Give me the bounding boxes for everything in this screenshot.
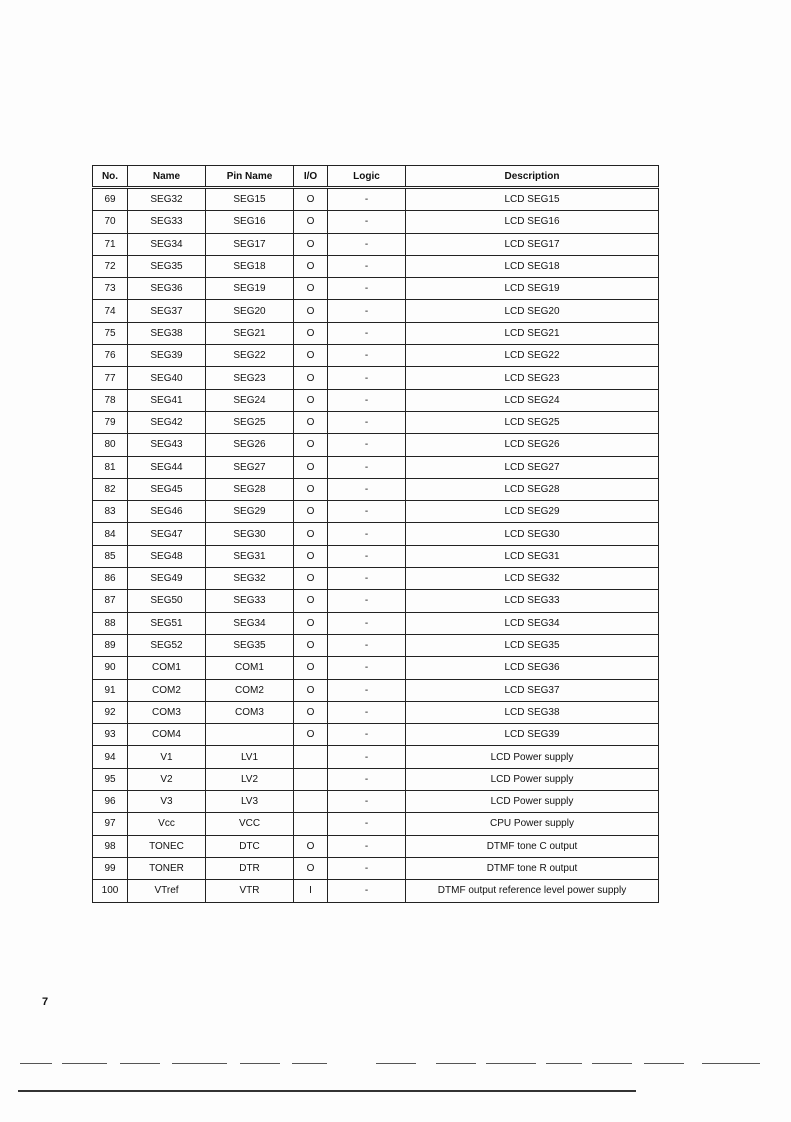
cell-pin-name: SEG29	[206, 501, 294, 523]
table-row	[93, 523, 659, 545]
cell-no: 97	[93, 813, 128, 835]
table-row	[93, 612, 659, 634]
cell-no: 100	[93, 880, 128, 902]
cell-name: V1	[128, 746, 206, 768]
table-row	[93, 857, 659, 879]
cell-description: LCD SEG35	[406, 634, 659, 656]
table-row	[93, 634, 659, 656]
cell-logic: -	[328, 345, 406, 367]
cell-description: LCD SEG15	[406, 188, 659, 211]
cell-description: LCD SEG36	[406, 657, 659, 679]
table-row	[93, 501, 659, 523]
cell-logic: -	[328, 211, 406, 233]
cell-logic: -	[328, 590, 406, 612]
table-row	[93, 768, 659, 790]
divider	[436, 1063, 476, 1064]
cell-pin-name: SEG32	[206, 568, 294, 590]
divider	[592, 1063, 632, 1064]
cell-no: 89	[93, 634, 128, 656]
cell-io: O	[294, 590, 328, 612]
cell-logic: -	[328, 300, 406, 322]
cell-description: LCD SEG39	[406, 724, 659, 746]
page-number: 7	[42, 996, 49, 1008]
cell-pin-name: SEG30	[206, 523, 294, 545]
cell-logic: -	[328, 679, 406, 701]
cell-no: 79	[93, 411, 128, 433]
divider	[172, 1063, 227, 1064]
cell-io: O	[294, 701, 328, 723]
table-row	[93, 367, 659, 389]
cell-pin-name: LV3	[206, 791, 294, 813]
cell-description: LCD SEG26	[406, 434, 659, 456]
cell-description: LCD SEG27	[406, 456, 659, 478]
cell-no: 80	[93, 434, 128, 456]
table-row	[93, 322, 659, 344]
cell-logic: -	[328, 634, 406, 656]
cell-io	[294, 813, 328, 835]
cell-no: 84	[93, 523, 128, 545]
cell-pin-name: SEG19	[206, 278, 294, 300]
cell-pin-name: SEG21	[206, 322, 294, 344]
cell-no: 91	[93, 679, 128, 701]
cell-name: SEG48	[128, 545, 206, 567]
cell-logic: -	[328, 367, 406, 389]
cell-no: 73	[93, 278, 128, 300]
divider	[240, 1063, 280, 1064]
divider	[120, 1063, 160, 1064]
cell-description: LCD SEG24	[406, 389, 659, 411]
cell-logic: -	[328, 835, 406, 857]
cell-logic: -	[328, 701, 406, 723]
cell-pin-name: SEG31	[206, 545, 294, 567]
cell-io: O	[294, 233, 328, 255]
table-row	[93, 724, 659, 746]
cell-name: SEG38	[128, 322, 206, 344]
cell-name: SEG42	[128, 411, 206, 433]
cell-logic: -	[328, 612, 406, 634]
table-row	[93, 411, 659, 433]
table-row	[93, 679, 659, 701]
cell-description: LCD SEG21	[406, 322, 659, 344]
cell-name: V2	[128, 768, 206, 790]
cell-description: LCD Power supply	[406, 768, 659, 790]
cell-no: 95	[93, 768, 128, 790]
cell-name: SEG45	[128, 478, 206, 500]
pin-description-table	[92, 165, 659, 903]
cell-no: 86	[93, 568, 128, 590]
table-row	[93, 545, 659, 567]
table-row	[93, 813, 659, 835]
table-row	[93, 456, 659, 478]
cell-description: LCD SEG18	[406, 255, 659, 277]
divider	[376, 1063, 416, 1064]
cell-no: 78	[93, 389, 128, 411]
cell-pin-name: DTC	[206, 835, 294, 857]
cell-no: 82	[93, 478, 128, 500]
cell-logic: -	[328, 657, 406, 679]
cell-io: O	[294, 300, 328, 322]
cell-logic: -	[328, 434, 406, 456]
cell-io: O	[294, 389, 328, 411]
cell-no: 69	[93, 188, 128, 211]
cell-pin-name: COM1	[206, 657, 294, 679]
header-io: I/O	[294, 166, 328, 188]
cell-description: LCD SEG20	[406, 300, 659, 322]
cell-description: LCD SEG37	[406, 679, 659, 701]
cell-io: O	[294, 634, 328, 656]
cell-name: SEG51	[128, 612, 206, 634]
cell-description: DTMF output reference level power supply	[406, 880, 659, 902]
cell-pin-name: COM2	[206, 679, 294, 701]
cell-io: O	[294, 255, 328, 277]
cell-name: SEG40	[128, 367, 206, 389]
cell-logic: -	[328, 568, 406, 590]
cell-description: LCD Power supply	[406, 746, 659, 768]
cell-io: O	[294, 679, 328, 701]
cell-description: LCD SEG19	[406, 278, 659, 300]
cell-description: DTMF tone C output	[406, 835, 659, 857]
divider	[20, 1063, 52, 1064]
cell-name: SEG41	[128, 389, 206, 411]
cell-description: LCD SEG17	[406, 233, 659, 255]
cell-pin-name: VTR	[206, 880, 294, 902]
cell-io	[294, 746, 328, 768]
cell-pin-name: LV1	[206, 746, 294, 768]
cell-description: LCD SEG33	[406, 590, 659, 612]
cell-io: O	[294, 523, 328, 545]
table-body	[93, 188, 659, 903]
cell-pin-name: DTR	[206, 857, 294, 879]
cell-io: O	[294, 411, 328, 433]
divider	[292, 1063, 327, 1064]
cell-pin-name: SEG27	[206, 456, 294, 478]
cell-no: 85	[93, 545, 128, 567]
divider	[486, 1063, 536, 1064]
bottom-rule	[18, 1090, 636, 1092]
cell-pin-name: SEG22	[206, 345, 294, 367]
cell-pin-name: SEG24	[206, 389, 294, 411]
cell-io: O	[294, 188, 328, 211]
table-row	[93, 701, 659, 723]
table-row	[93, 568, 659, 590]
cell-no: 77	[93, 367, 128, 389]
cell-io: O	[294, 835, 328, 857]
cell-description: LCD SEG32	[406, 568, 659, 590]
table-row	[93, 835, 659, 857]
cell-logic: -	[328, 746, 406, 768]
cell-description: LCD SEG38	[406, 701, 659, 723]
cell-name: TONER	[128, 857, 206, 879]
table-row	[93, 791, 659, 813]
cell-pin-name: SEG20	[206, 300, 294, 322]
header-no: No.	[93, 166, 128, 188]
cell-io: O	[294, 857, 328, 879]
table-row	[93, 590, 659, 612]
table-row	[93, 188, 659, 211]
cell-no: 93	[93, 724, 128, 746]
cell-no: 90	[93, 657, 128, 679]
cell-logic: -	[328, 389, 406, 411]
cell-io: O	[294, 345, 328, 367]
cell-description: LCD Power supply	[406, 791, 659, 813]
cell-no: 92	[93, 701, 128, 723]
cell-io: O	[294, 478, 328, 500]
cell-logic: -	[328, 278, 406, 300]
cell-name: SEG43	[128, 434, 206, 456]
divider	[546, 1063, 582, 1064]
cell-io: O	[294, 211, 328, 233]
cell-logic: -	[328, 880, 406, 902]
cell-no: 72	[93, 255, 128, 277]
table-row	[93, 434, 659, 456]
cell-io: O	[294, 545, 328, 567]
table-row	[93, 657, 659, 679]
header-description: Description	[406, 166, 659, 188]
cell-pin-name: SEG16	[206, 211, 294, 233]
cell-no: 87	[93, 590, 128, 612]
cell-io	[294, 791, 328, 813]
cell-name: SEG52	[128, 634, 206, 656]
cell-description: LCD SEG28	[406, 478, 659, 500]
cell-pin-name: VCC	[206, 813, 294, 835]
cell-no: 83	[93, 501, 128, 523]
table-row	[93, 880, 659, 902]
cell-description: LCD SEG23	[406, 367, 659, 389]
cell-name: TONEC	[128, 835, 206, 857]
cell-io: O	[294, 612, 328, 634]
cell-io: O	[294, 367, 328, 389]
cell-pin-name: SEG17	[206, 233, 294, 255]
cell-pin-name: LV2	[206, 768, 294, 790]
cell-pin-name: SEG35	[206, 634, 294, 656]
cell-logic: -	[328, 768, 406, 790]
divider	[644, 1063, 684, 1064]
table-header-row	[93, 166, 659, 188]
cell-name: SEG35	[128, 255, 206, 277]
cell-io: O	[294, 657, 328, 679]
cell-io: O	[294, 568, 328, 590]
cell-name: SEG36	[128, 278, 206, 300]
cell-pin-name: SEG26	[206, 434, 294, 456]
cell-description: LCD SEG29	[406, 501, 659, 523]
cell-name: SEG49	[128, 568, 206, 590]
cell-description: CPU Power supply	[406, 813, 659, 835]
cell-logic: -	[328, 255, 406, 277]
cell-pin-name: SEG18	[206, 255, 294, 277]
header-name: Name	[128, 166, 206, 188]
cell-logic: -	[328, 724, 406, 746]
divider	[702, 1063, 760, 1064]
cell-name: SEG34	[128, 233, 206, 255]
cell-no: 81	[93, 456, 128, 478]
cell-name: COM2	[128, 679, 206, 701]
cell-no: 88	[93, 612, 128, 634]
cell-io: O	[294, 434, 328, 456]
table-row	[93, 746, 659, 768]
cell-logic: -	[328, 322, 406, 344]
divider	[62, 1063, 107, 1064]
table-row	[93, 233, 659, 255]
cell-no: 71	[93, 233, 128, 255]
cell-logic: -	[328, 545, 406, 567]
cell-io: O	[294, 322, 328, 344]
cell-name: SEG44	[128, 456, 206, 478]
cell-no: 76	[93, 345, 128, 367]
cell-name: SEG32	[128, 188, 206, 211]
cell-name: Vcc	[128, 813, 206, 835]
table-row	[93, 345, 659, 367]
cell-name: SEG46	[128, 501, 206, 523]
cell-no: 98	[93, 835, 128, 857]
table-row	[93, 389, 659, 411]
cell-name: SEG39	[128, 345, 206, 367]
header-pin-name: Pin Name	[206, 166, 294, 188]
cell-io: O	[294, 456, 328, 478]
cell-name: SEG37	[128, 300, 206, 322]
cell-io: O	[294, 278, 328, 300]
cell-name: COM4	[128, 724, 206, 746]
cell-no: 70	[93, 211, 128, 233]
cell-no: 74	[93, 300, 128, 322]
cell-io	[294, 768, 328, 790]
cell-description: DTMF tone R output	[406, 857, 659, 879]
cell-pin-name: SEG23	[206, 367, 294, 389]
cell-name: SEG33	[128, 211, 206, 233]
cell-name: COM3	[128, 701, 206, 723]
cell-logic: -	[328, 813, 406, 835]
cell-logic: -	[328, 501, 406, 523]
cell-pin-name	[206, 724, 294, 746]
cell-no: 94	[93, 746, 128, 768]
cell-description: LCD SEG30	[406, 523, 659, 545]
cell-logic: -	[328, 188, 406, 211]
cell-io: O	[294, 724, 328, 746]
table-row	[93, 255, 659, 277]
cell-name: VTref	[128, 880, 206, 902]
cell-name: SEG50	[128, 590, 206, 612]
cell-logic: -	[328, 233, 406, 255]
cell-name: SEG47	[128, 523, 206, 545]
cell-pin-name: SEG34	[206, 612, 294, 634]
table-row	[93, 211, 659, 233]
cell-description: LCD SEG34	[406, 612, 659, 634]
cell-logic: -	[328, 791, 406, 813]
cell-logic: -	[328, 456, 406, 478]
cell-no: 96	[93, 791, 128, 813]
cell-no: 75	[93, 322, 128, 344]
cell-logic: -	[328, 857, 406, 879]
cell-no: 99	[93, 857, 128, 879]
cell-pin-name: COM3	[206, 701, 294, 723]
cell-io: O	[294, 501, 328, 523]
cell-name: V3	[128, 791, 206, 813]
cell-logic: -	[328, 523, 406, 545]
cell-pin-name: SEG25	[206, 411, 294, 433]
cell-description: LCD SEG31	[406, 545, 659, 567]
cell-name: COM1	[128, 657, 206, 679]
table-row	[93, 300, 659, 322]
cell-pin-name: SEG33	[206, 590, 294, 612]
cell-pin-name: SEG28	[206, 478, 294, 500]
cell-logic: -	[328, 478, 406, 500]
cell-description: LCD SEG25	[406, 411, 659, 433]
table-row	[93, 278, 659, 300]
table-row	[93, 478, 659, 500]
cell-pin-name: SEG15	[206, 188, 294, 211]
header-logic: Logic	[328, 166, 406, 188]
cell-description: LCD SEG16	[406, 211, 659, 233]
cell-io: I	[294, 880, 328, 902]
cell-description: LCD SEG22	[406, 345, 659, 367]
cell-logic: -	[328, 411, 406, 433]
